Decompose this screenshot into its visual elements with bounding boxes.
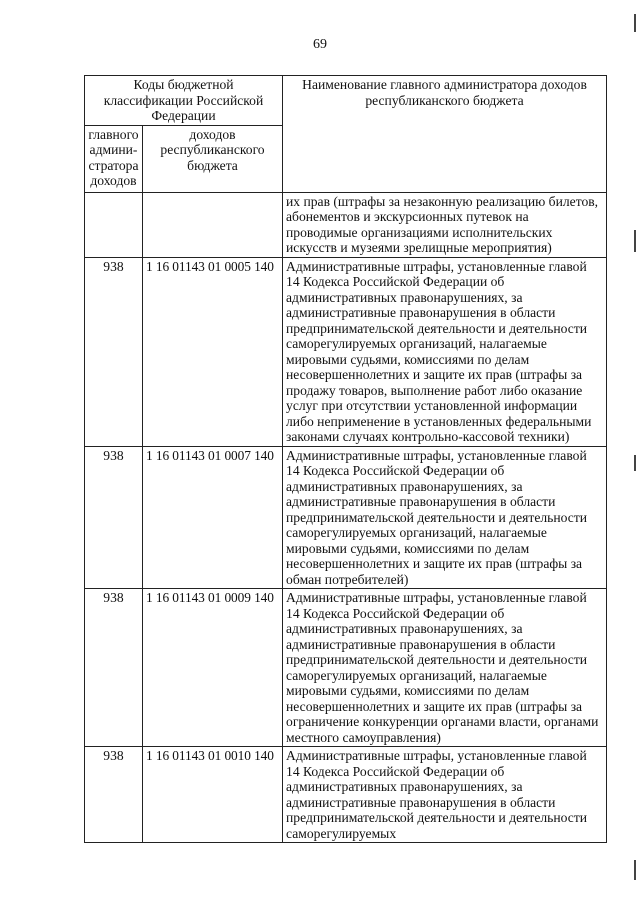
revenue-name-cell: Административные штрафы, установленные главой 14 Кодекса Российской Федерации об административных правонарушениях, за административные правонарушения в области предпринимательской деятельности и деятельности саморегулируемых организаций, налагаемые мировыми судьями, комиссиями по делам несовершеннолетних и защите их прав (штрафы за обман потребителей) bbox=[283, 446, 607, 589]
admin-code-cell: 938 bbox=[85, 446, 143, 589]
revenue-name-cell: Административные штрафы, установленные главой 14 Кодекса Российской Федерации об административных правонарушениях, за административные правонарушения в области предпринимательской деятельности и деятельности саморегулируемых организаций, налагаемые мировыми судьями, комиссиями по делам несовершеннолетних и защите их прав (штрафы за ограничение конкуренции органами власти, органами местного самоуправления) bbox=[283, 589, 607, 747]
revenue-name-cell: Административные штрафы, установленные главой 14 Кодекса Российской Федерации об административных правонарушениях, за административные правонарушения в области предпринимательской деятельности и деятельности саморегулируемых bbox=[283, 747, 607, 843]
revenue-name-cell: их прав (штрафы за незаконную реализацию билетов, абонементов и экскурсионных путевок на проводимые организациями исполнительских искусств и музеями зрелищные мероприятия) bbox=[283, 192, 607, 257]
admin-code-cell: 938 bbox=[85, 747, 143, 843]
page-number: 69 bbox=[313, 37, 327, 52]
admin-code-cell: 938 bbox=[85, 589, 143, 747]
admin-code-cell bbox=[85, 192, 143, 257]
header-admin-code: главного админи-стратора доходов bbox=[85, 125, 143, 192]
scan-edge-mark bbox=[634, 230, 636, 252]
table-row bbox=[85, 192, 607, 257]
revenue-code-cell: 1 16 01143 01 0007 140 bbox=[143, 446, 283, 589]
table-row bbox=[85, 747, 607, 843]
scan-edge-mark bbox=[634, 860, 636, 880]
scan-edge-mark bbox=[634, 14, 636, 32]
table-row bbox=[85, 589, 607, 747]
budget-classification-table bbox=[84, 75, 607, 843]
table-row bbox=[85, 257, 607, 446]
revenue-code-cell bbox=[143, 192, 283, 257]
admin-code-cell: 938 bbox=[85, 257, 143, 446]
revenue-code-cell: 1 16 01143 01 0005 140 bbox=[143, 257, 283, 446]
table-row bbox=[85, 446, 607, 589]
header-revenue-code: доходов республиканского бюджета bbox=[143, 125, 283, 192]
scan-edge-mark bbox=[634, 455, 636, 471]
header-classification-codes: Коды бюджетной классификации Российской Федерации bbox=[85, 76, 283, 126]
revenue-name-cell: Административные штрафы, установленные главой 14 Кодекса Российской Федерации об административных правонарушениях, за административные правонарушения в области предпринимательской деятельности и деятельности саморегулируемых организаций, налагаемые мировыми судьями, комиссиями по делам несовершеннолетних и защите их прав (штрафы за продажу товаров, выполнение работ либо оказание услуг при отсутствии установленной информации либо неприменение в установленных федеральными законами случаях контрольно-кассовой техники) bbox=[283, 257, 607, 446]
header-administrator-name: Наименование главного администратора доходов республиканского бюджета bbox=[283, 76, 607, 193]
header-row-group bbox=[85, 76, 607, 126]
revenue-code-cell: 1 16 01143 01 0010 140 bbox=[143, 747, 283, 843]
revenue-code-cell: 1 16 01143 01 0009 140 bbox=[143, 589, 283, 747]
